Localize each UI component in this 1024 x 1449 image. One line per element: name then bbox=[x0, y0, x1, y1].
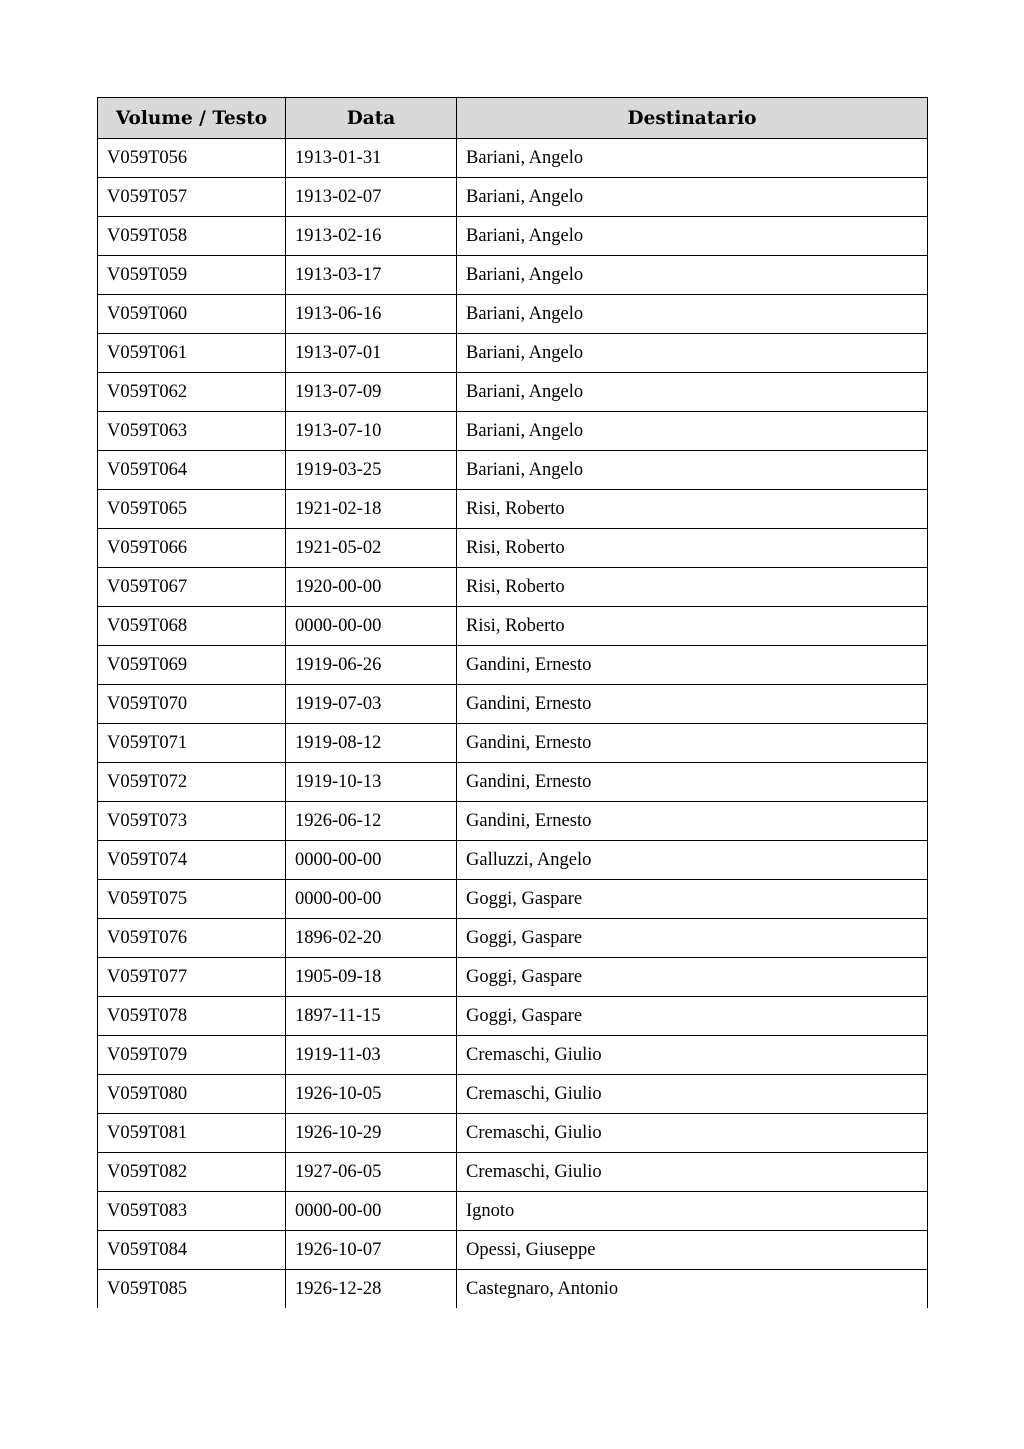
table-row bbox=[98, 646, 928, 685]
cell-volume: V059T060 bbox=[98, 295, 286, 334]
cell-date: 1896-02-20 bbox=[286, 919, 457, 958]
cell-volume: V059T077 bbox=[98, 958, 286, 997]
header-date: Data bbox=[286, 98, 457, 139]
cell-volume: V059T072 bbox=[98, 763, 286, 802]
cell-recipient: Cremaschi, Giulio bbox=[457, 1114, 928, 1153]
cell-date: 1905-09-18 bbox=[286, 958, 457, 997]
table-row bbox=[98, 1270, 928, 1309]
cell-volume: V059T062 bbox=[98, 373, 286, 412]
cell-date: 1921-02-18 bbox=[286, 490, 457, 529]
cell-volume: V059T075 bbox=[98, 880, 286, 919]
cell-date: 1926-10-29 bbox=[286, 1114, 457, 1153]
table-row bbox=[98, 334, 928, 373]
cell-date: 1926-10-07 bbox=[286, 1231, 457, 1270]
cell-recipient: Goggi, Gaspare bbox=[457, 958, 928, 997]
header-recipient: Destinatario bbox=[457, 98, 928, 139]
cell-recipient: Opessi, Giuseppe bbox=[457, 1231, 928, 1270]
table-row bbox=[98, 256, 928, 295]
cell-recipient: Cremaschi, Giulio bbox=[457, 1036, 928, 1075]
table-row bbox=[98, 217, 928, 256]
cell-date: 0000-00-00 bbox=[286, 607, 457, 646]
header-row bbox=[98, 98, 928, 139]
table-row bbox=[98, 958, 928, 997]
cell-date: 1926-10-05 bbox=[286, 1075, 457, 1114]
cell-recipient: Bariani, Angelo bbox=[457, 334, 928, 373]
table-row bbox=[98, 607, 928, 646]
cell-volume: V059T063 bbox=[98, 412, 286, 451]
cell-recipient: Gandini, Ernesto bbox=[457, 685, 928, 724]
table-row bbox=[98, 529, 928, 568]
table-row bbox=[98, 880, 928, 919]
cell-recipient: Bariani, Angelo bbox=[457, 412, 928, 451]
cell-date: 0000-00-00 bbox=[286, 841, 457, 880]
cell-volume: V059T080 bbox=[98, 1075, 286, 1114]
cell-recipient: Goggi, Gaspare bbox=[457, 919, 928, 958]
cell-recipient: Castegnaro, Antonio bbox=[457, 1270, 928, 1309]
cell-recipient: Galluzzi, Angelo bbox=[457, 841, 928, 880]
cell-volume: V059T078 bbox=[98, 997, 286, 1036]
table-header bbox=[98, 98, 928, 139]
cell-volume: V059T084 bbox=[98, 1231, 286, 1270]
cell-date: 0000-00-00 bbox=[286, 880, 457, 919]
cell-volume: V059T067 bbox=[98, 568, 286, 607]
cell-date: 1913-07-01 bbox=[286, 334, 457, 373]
cell-date: 1913-07-10 bbox=[286, 412, 457, 451]
table-row bbox=[98, 568, 928, 607]
cell-date: 1913-03-17 bbox=[286, 256, 457, 295]
table-row bbox=[98, 997, 928, 1036]
cell-volume: V059T074 bbox=[98, 841, 286, 880]
cell-recipient: Ignoto bbox=[457, 1192, 928, 1231]
cell-volume: V059T081 bbox=[98, 1114, 286, 1153]
cell-date: 1926-06-12 bbox=[286, 802, 457, 841]
cell-recipient: Bariani, Angelo bbox=[457, 295, 928, 334]
table-row bbox=[98, 178, 928, 217]
cell-date: 1921-05-02 bbox=[286, 529, 457, 568]
cell-volume: V059T069 bbox=[98, 646, 286, 685]
cell-date: 1913-07-09 bbox=[286, 373, 457, 412]
table-row bbox=[98, 1036, 928, 1075]
table-body bbox=[98, 139, 928, 1309]
cell-recipient: Bariani, Angelo bbox=[457, 451, 928, 490]
table-row bbox=[98, 412, 928, 451]
table-row bbox=[98, 139, 928, 178]
cell-recipient: Bariani, Angelo bbox=[457, 373, 928, 412]
cell-volume: V059T057 bbox=[98, 178, 286, 217]
cell-recipient: Goggi, Gaspare bbox=[457, 997, 928, 1036]
table-row bbox=[98, 451, 928, 490]
cell-date: 1919-10-13 bbox=[286, 763, 457, 802]
cell-volume: V059T068 bbox=[98, 607, 286, 646]
cell-volume: V059T073 bbox=[98, 802, 286, 841]
cell-date: 1926-12-28 bbox=[286, 1270, 457, 1309]
cell-date: 1913-02-07 bbox=[286, 178, 457, 217]
cell-volume: V059T064 bbox=[98, 451, 286, 490]
cell-volume: V059T079 bbox=[98, 1036, 286, 1075]
cell-recipient: Gandini, Ernesto bbox=[457, 724, 928, 763]
cell-date: 1897-11-15 bbox=[286, 997, 457, 1036]
cell-date: 1919-08-12 bbox=[286, 724, 457, 763]
table-row bbox=[98, 919, 928, 958]
table-row bbox=[98, 295, 928, 334]
table-row bbox=[98, 1114, 928, 1153]
table-row bbox=[98, 1192, 928, 1231]
cell-date: 1913-02-16 bbox=[286, 217, 457, 256]
cell-volume: V059T076 bbox=[98, 919, 286, 958]
table-row bbox=[98, 763, 928, 802]
cell-volume: V059T066 bbox=[98, 529, 286, 568]
cell-recipient: Goggi, Gaspare bbox=[457, 880, 928, 919]
cell-recipient: Bariani, Angelo bbox=[457, 139, 928, 178]
table-row bbox=[98, 373, 928, 412]
cell-volume: V059T059 bbox=[98, 256, 286, 295]
cell-recipient: Bariani, Angelo bbox=[457, 217, 928, 256]
table-row bbox=[98, 685, 928, 724]
cell-recipient: Gandini, Ernesto bbox=[457, 646, 928, 685]
cell-date: 1919-06-26 bbox=[286, 646, 457, 685]
cell-recipient: Gandini, Ernesto bbox=[457, 763, 928, 802]
cell-volume: V059T082 bbox=[98, 1153, 286, 1192]
cell-recipient: Gandini, Ernesto bbox=[457, 802, 928, 841]
cell-recipient: Risi, Roberto bbox=[457, 607, 928, 646]
table-row bbox=[98, 802, 928, 841]
cell-volume: V059T070 bbox=[98, 685, 286, 724]
table-row bbox=[98, 841, 928, 880]
cell-date: 1927-06-05 bbox=[286, 1153, 457, 1192]
table-row bbox=[98, 1231, 928, 1270]
cell-recipient: Cremaschi, Giulio bbox=[457, 1153, 928, 1192]
cell-volume: V059T071 bbox=[98, 724, 286, 763]
cell-volume: V059T085 bbox=[98, 1270, 286, 1309]
cell-volume: V059T065 bbox=[98, 490, 286, 529]
cell-date: 1913-01-31 bbox=[286, 139, 457, 178]
letters-table bbox=[97, 97, 928, 1308]
cell-recipient: Cremaschi, Giulio bbox=[457, 1075, 928, 1114]
cell-recipient: Risi, Roberto bbox=[457, 568, 928, 607]
cell-date: 1913-06-16 bbox=[286, 295, 457, 334]
cell-recipient: Risi, Roberto bbox=[457, 529, 928, 568]
header-volume: Volume / Testo bbox=[98, 98, 286, 139]
cell-date: 0000-00-00 bbox=[286, 1192, 457, 1231]
table-row bbox=[98, 1075, 928, 1114]
cell-recipient: Bariani, Angelo bbox=[457, 178, 928, 217]
cell-date: 1920-00-00 bbox=[286, 568, 457, 607]
cell-volume: V059T061 bbox=[98, 334, 286, 373]
cell-date: 1919-11-03 bbox=[286, 1036, 457, 1075]
table-row bbox=[98, 490, 928, 529]
cell-volume: V059T056 bbox=[98, 139, 286, 178]
table-row bbox=[98, 1153, 928, 1192]
cell-recipient: Bariani, Angelo bbox=[457, 256, 928, 295]
cell-volume: V059T083 bbox=[98, 1192, 286, 1231]
table-row bbox=[98, 724, 928, 763]
cell-date: 1919-03-25 bbox=[286, 451, 457, 490]
cell-volume: V059T058 bbox=[98, 217, 286, 256]
cell-date: 1919-07-03 bbox=[286, 685, 457, 724]
cell-recipient: Risi, Roberto bbox=[457, 490, 928, 529]
